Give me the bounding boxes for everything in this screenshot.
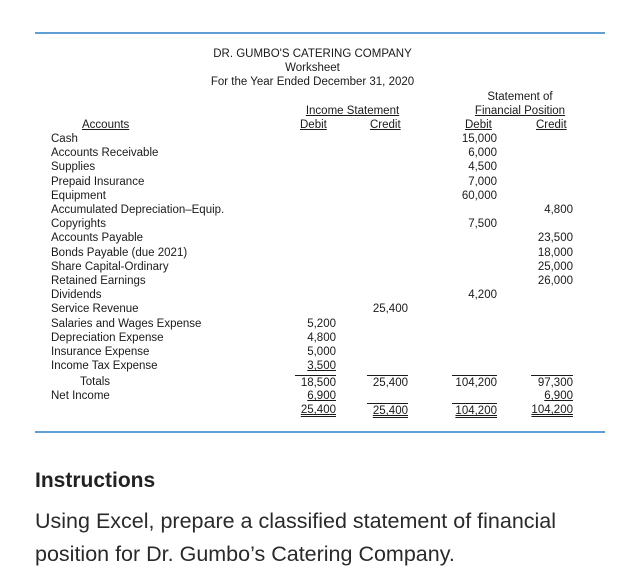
is-debit-cell: 3,500 [307, 360, 336, 373]
net-income-is-debit: 6,900 [307, 390, 336, 402]
account-name: Supplies [51, 161, 96, 174]
totals-label: Totals [80, 376, 111, 388]
account-name: Equipment [51, 189, 106, 202]
final-is-credit: 25,400 [367, 403, 408, 418]
account-name: Accounts Payable [51, 232, 144, 245]
account-name: Bonds Payable (due 2021) [51, 246, 188, 259]
is-credit-header: Credit [370, 119, 401, 131]
account-name: Income Tax Expense [51, 360, 158, 373]
fp-debit-cell: 7,500 [468, 218, 497, 231]
fp-debit-cell: 4,500 [468, 161, 497, 174]
worksheet-title [0, 61, 637, 75]
accounts-header: Accounts [82, 119, 130, 131]
is-debit-cell: 4,800 [307, 331, 336, 344]
fp-debit-cell: 6,000 [468, 147, 497, 160]
is-debit-cell: 5,000 [307, 346, 336, 358]
account-name: Salaries and Wages Expense [51, 317, 202, 330]
company-name-text: DR. GUMBO'S CATERING COMPANY [213, 48, 412, 60]
fp-debit-cell: 15,000 [461, 133, 497, 145]
net-income-fp-credit: 6,900 [544, 390, 573, 402]
company-name [0, 47, 637, 61]
instructions-body: Using Excel, prepare a classified statement of financial position for Dr. Gumbo’s Catering Company. [35, 509, 557, 566]
account-name: Depreciation Expense [51, 331, 164, 344]
totals-fp-debit: 104,200 [452, 375, 497, 390]
account-name: Cash [51, 133, 78, 145]
account-name: Accounts Receivable [51, 147, 159, 160]
final-fp-debit: 104,200 [452, 403, 497, 418]
fp-credit-header: Credit [536, 119, 567, 131]
worksheet-title-text: Worksheet [285, 62, 340, 74]
account-name: Copyrights [51, 218, 106, 231]
is-debit-cell: 5,200 [307, 317, 336, 330]
sofp-header-line1: Statement of [487, 91, 553, 103]
fp-credit-cell: 23,500 [537, 232, 573, 245]
account-name: Retained Earnings [51, 275, 146, 287]
sofp-header-line2: Financial Position [474, 105, 566, 117]
totals-is-credit: 25,400 [367, 375, 408, 390]
fp-debit-cell: 4,200 [468, 289, 497, 302]
account-name: Share Capital-Ordinary [51, 260, 169, 273]
account-name: Prepaid Insurance [51, 175, 145, 188]
fp-debit-header: Debit [465, 119, 492, 131]
fp-debit-cell: 7,000 [468, 175, 497, 188]
totals-is-debit: 18,500 [295, 375, 336, 390]
fp-credit-cell: 4,800 [544, 204, 573, 216]
fp-credit-cell: 26,000 [537, 275, 573, 287]
worksheet-period [0, 75, 637, 89]
is-debit-header: Debit [300, 119, 327, 131]
totals-fp-credit: 97,300 [531, 375, 573, 390]
worksheet-period-text: For the Year Ended December 31, 2020 [210, 76, 415, 88]
account-name: Insurance Expense [51, 346, 150, 358]
account-name: Dividends [51, 289, 102, 302]
net-income-label: Net Income [51, 390, 110, 402]
income-statement-header: Income Statement [305, 105, 400, 117]
final-fp-credit: 104,200 [531, 404, 573, 416]
bottom-divider [35, 431, 605, 433]
fp-debit-cell: 60,000 [461, 189, 497, 202]
account-name: Service Revenue [51, 303, 139, 316]
instructions-title: Instructions [35, 469, 156, 492]
final-is-debit: 25,400 [300, 404, 336, 416]
is-credit-cell: 25,400 [372, 303, 408, 316]
fp-credit-cell: 25,000 [537, 260, 573, 273]
account-name: Accumulated Depreciation–Equip. [51, 204, 225, 216]
fp-credit-cell: 18,000 [537, 246, 573, 259]
